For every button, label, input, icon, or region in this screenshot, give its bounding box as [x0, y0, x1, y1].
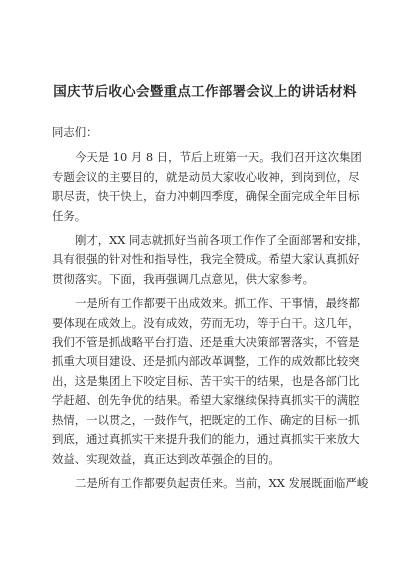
paragraph-line: 效益、实现效益，真正达到改革强企的目的。 — [52, 451, 280, 466]
paragraph-line: 任务。 — [52, 208, 87, 223]
paragraph-line: 抓重大项目建设、还是抓内部改革调整，工作的成效都比较突 — [52, 354, 360, 369]
paragraph-3 — [52, 294, 358, 469]
paragraph-line: 二是所有工作都要负起责任来。当前，XX 发展既面临严峻 — [75, 475, 369, 490]
paragraph-line: 贯彻落实。下面，我再强调几点意见，供大家参考。 — [52, 271, 314, 286]
paragraph-line: 出，这是集团上下咬定目标、苦干实干的结果，也是各部门比 — [52, 373, 360, 388]
paragraph-1 — [52, 148, 362, 226]
paragraph-line: 到底，通过真抓实干来提升我们的能力，通过真抓实干来放大 — [52, 432, 360, 447]
paragraph-line: 专题会议的主要目的，就是动员大家收心收神，到岗到位，尽 — [52, 169, 360, 184]
paragraph-line: 要体现在成效上。没有成效，劳而无功，等于白干。这几年， — [52, 315, 360, 330]
paragraph-line: 职尽责，快干快上，奋力冲刺四季度，确保全面完成全年目标 — [52, 189, 360, 204]
paragraph-line: 今天是 10 月 8 日，节后上班第一天。我们召开这次集团 — [75, 150, 362, 165]
paragraph-2 — [52, 231, 369, 289]
document-body — [52, 123, 369, 498]
paragraph-line: 刚才，XX 同志就抓好当前各项工作作了全面部署和安排， — [75, 233, 369, 248]
paragraph-line: 我们不管是抓战略平台打造、还是重大决策部署落实，不管是 — [52, 335, 360, 350]
paragraph-line: 热情，一以贯之，一鼓作气，把既定的工作、确定的目标一抓 — [52, 412, 360, 427]
salutation: 同志们： — [52, 125, 98, 139]
paragraph-4 — [52, 474, 369, 493]
paragraph-line: 学赶超、创先争优的结果。希望大家继续保持真抓实干的满腔 — [52, 393, 360, 408]
document-title: 国庆节后收心会暨重点工作部署会议上的讲话材料 — [53, 84, 357, 100]
paragraph-line: 具有很强的针对性和指导性，我完全赞成。希望大家认真抓好 — [52, 252, 360, 267]
paragraph-line: 一是所有工作都要干出成效来。抓工作、干事情，最终都 — [75, 296, 360, 311]
